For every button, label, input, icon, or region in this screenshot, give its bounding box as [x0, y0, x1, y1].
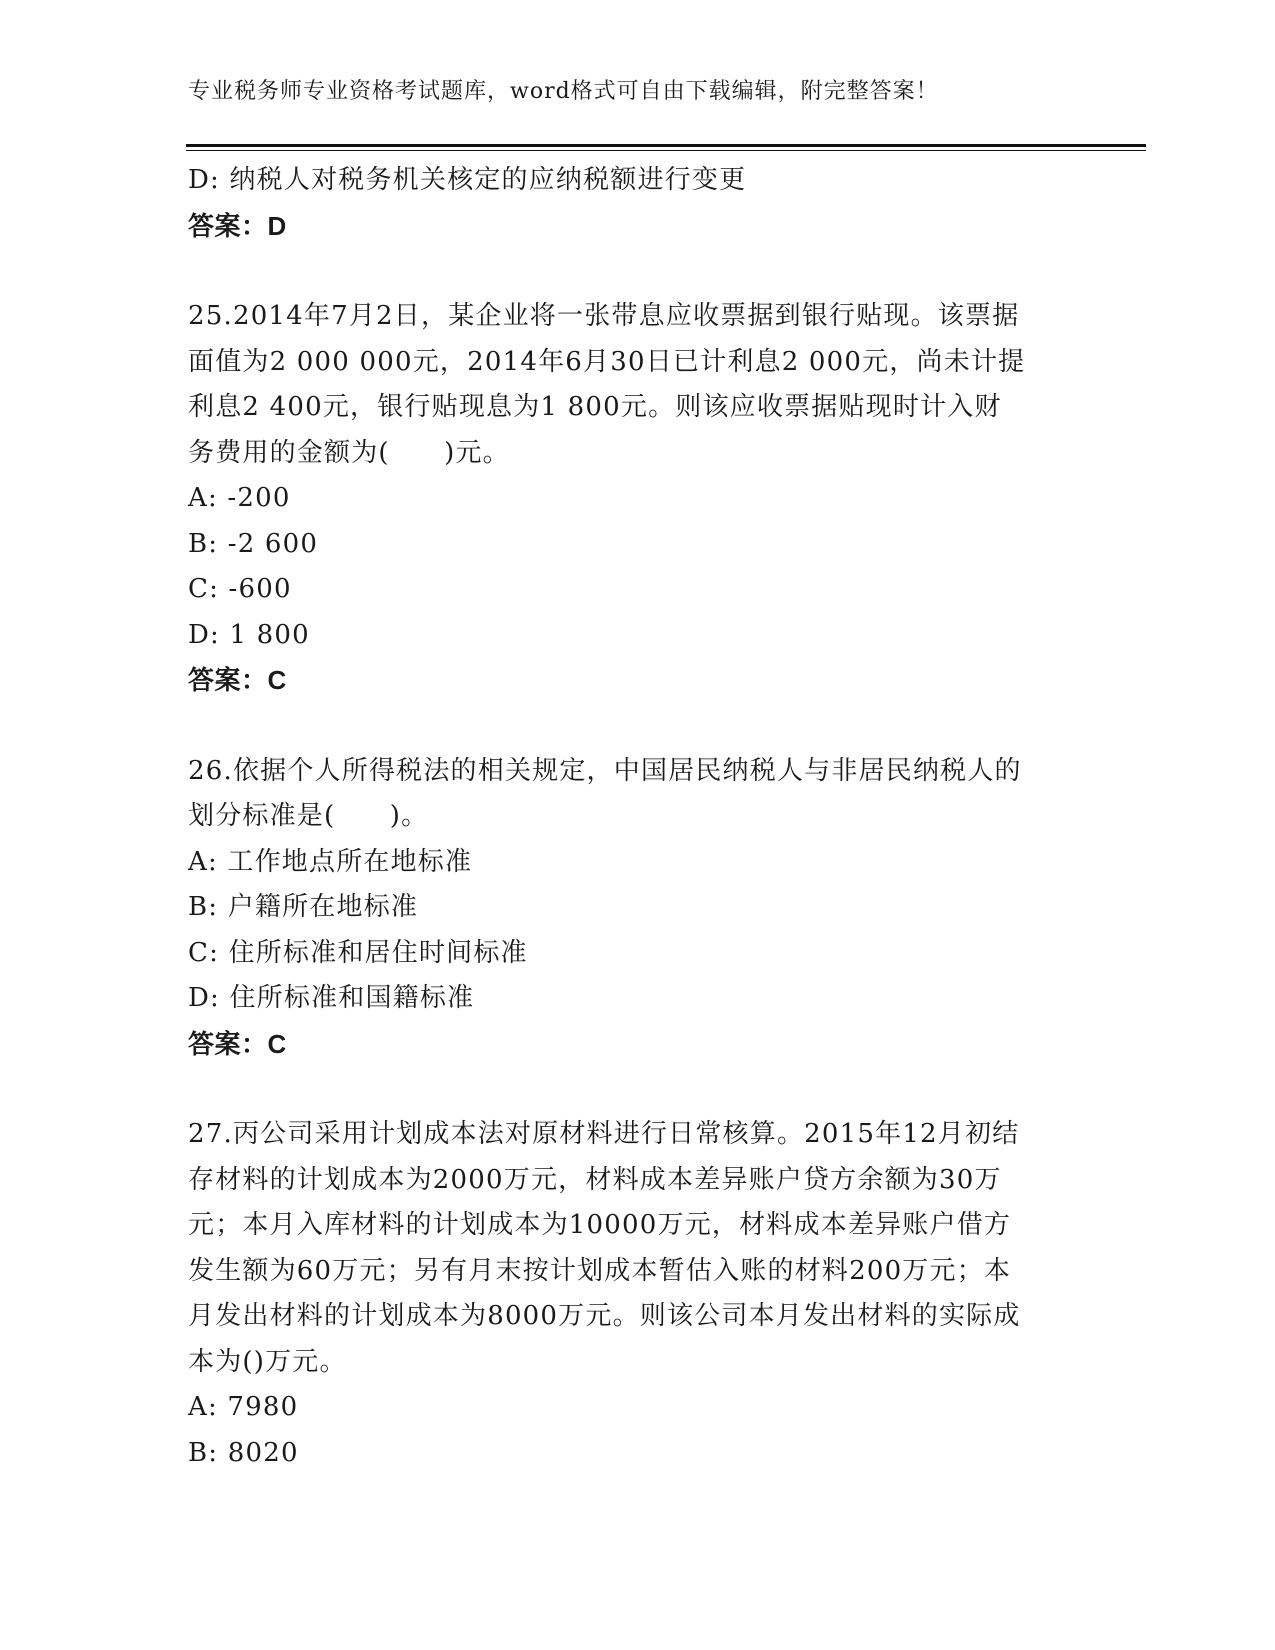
answer-line: 答案：C [188, 1028, 287, 1059]
stem-line: 存材料的计划成本为2000万元，材料成本差异账户贷方余额为30万 [188, 1164, 1002, 1195]
question-block-25 [188, 294, 1088, 704]
option-b: B: -2 600 [188, 528, 319, 559]
spacer [188, 1067, 1088, 1112]
option-b: B: 户籍所在地标准 [188, 892, 419, 922]
option-d: D: 纳税人对税务机关核定的应纳税额进行变更 [188, 165, 747, 195]
header-rule-thin [186, 150, 1146, 151]
question-content [188, 158, 1088, 1476]
question-stem [188, 1112, 1088, 1385]
stem-line: 27.丙公司采用计划成本法对原材料进行日常核算。2015年12月初结 [188, 1119, 1020, 1149]
option-b: B: 8020 [188, 1437, 299, 1468]
question-block-24 [188, 158, 1088, 249]
spacer [188, 704, 1088, 749]
option-a: A: 7980 [188, 1392, 299, 1422]
stem-line: 25.2014年7月2日，某企业将一张带息应收票据到银行贴现。该票据 [188, 301, 1020, 331]
header-rule-thick [186, 144, 1146, 147]
question-stem [188, 294, 1088, 476]
stem-line: 本为()万元。 [188, 1346, 347, 1377]
option-c: C: -600 [188, 574, 292, 604]
question-block-26 [188, 749, 1088, 1068]
stem-line: 面值为2 000 000元，2014年6月30日已计利息2 000元，尚未计提 [188, 346, 1026, 377]
answer-line: 答案：D [188, 210, 287, 241]
question-block-27 [188, 1112, 1088, 1476]
option-d: D: 住所标准和国籍标准 [188, 983, 475, 1013]
stem-line: 元；本月入库材料的计划成本为10000万元，材料成本差异账户借方 [188, 1210, 1012, 1240]
stem-line: 月发出材料的计划成本为8000万元。则该公司本月发出材料的实际成 [188, 1301, 1021, 1331]
stem-line: 发生额为60万元；另有月末按计划成本暂估入账的材料200万元；本 [188, 1255, 1012, 1286]
stem-line: 26.依据个人所得税法的相关规定，中国居民纳税人与非居民纳税人的 [188, 755, 1022, 786]
stem-line: 利息2 400元，银行贴现息为1 800元。则该应收票据贴现时计入财 [188, 392, 1002, 422]
stem-line: 务费用的金额为( )元。 [188, 437, 510, 468]
option-a: A: -200 [188, 483, 291, 513]
option-d: D: 1 800 [188, 619, 310, 650]
page-header: 专业税务师专业资格考试题库，word格式可自由下载编辑，附完整答案！ [188, 79, 939, 104]
option-c: C: 住所标准和居住时间标准 [188, 937, 528, 968]
stem-line: 划分标准是( )。 [188, 801, 429, 831]
question-stem [188, 749, 1088, 840]
option-a: A: 工作地点所在地标准 [188, 846, 473, 877]
answer-line: 答案：C [188, 665, 287, 695]
spacer [188, 249, 1088, 294]
